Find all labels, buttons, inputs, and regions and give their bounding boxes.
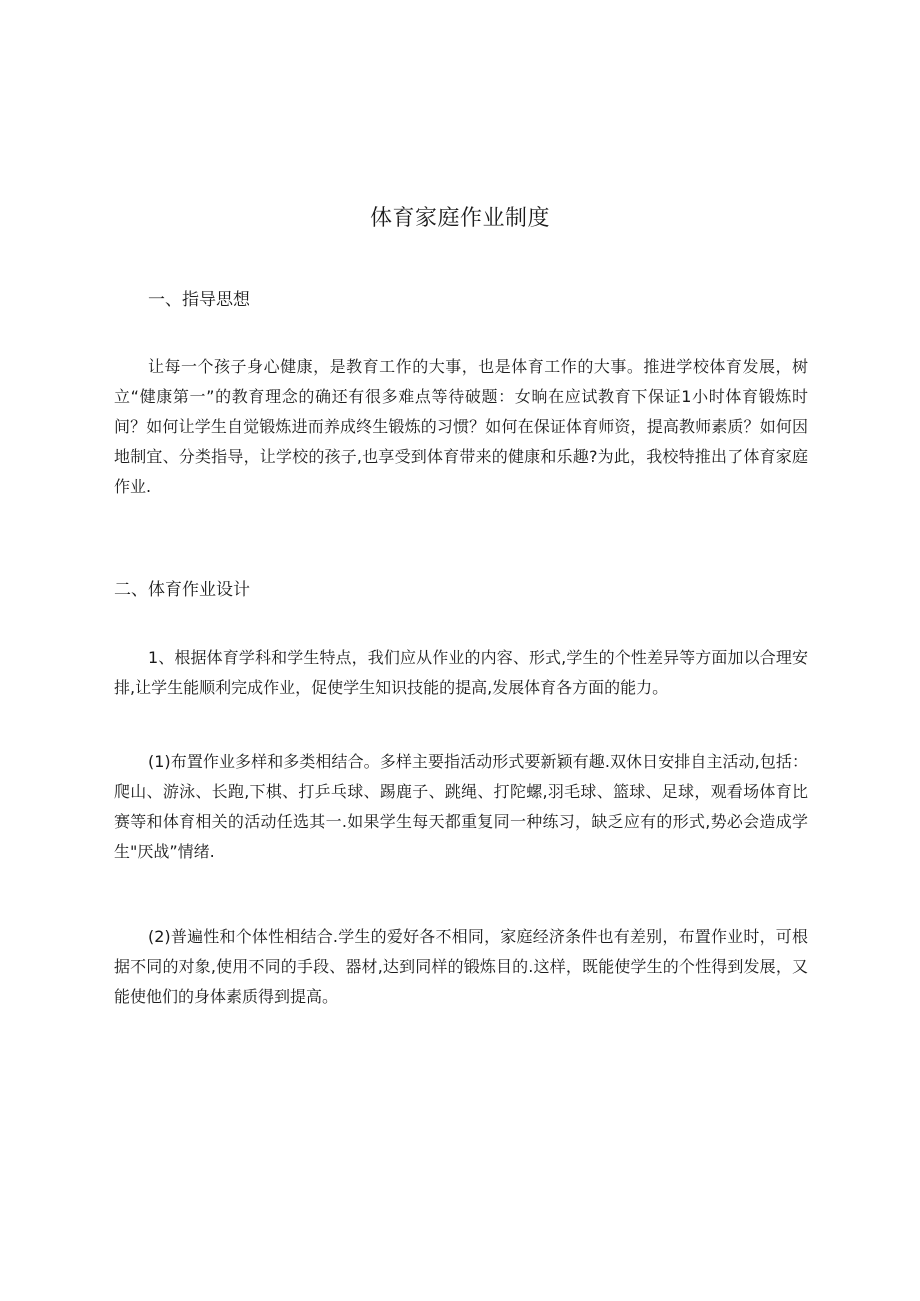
section-heading-guiding-thought: 一、指导思想: [148, 290, 250, 310]
paragraph-design-individuality: (2)普遍性和个体性相结合.学生的爱好各不相同，家庭经济条件也有差别，布置作业时，可根据不同的对象,使用不同的手段、器材,达到同样的锻炼目的.这样，既能使学生的个性得到发展，又能使他们的身体素质得到提高。: [114, 927, 808, 1006]
document-title: 体育家庭作业制度: [369, 206, 550, 231]
section-heading-homework-design: 二、体育作业设计: [114, 580, 250, 600]
paragraph-design-variety: (1)布置作业多样和多类相结合。多样主要指活动形式要新颖有趣.双休日安排自主活动,包括：爬山、游泳、长跑,下棋、打乒乓球、踢鹿子、跳绳、打陀螺,羽毛球、篮球、足球，观看场体育比赛等和体育相关的活动任选其一.如果学生每天都重复同一种练习，缺乏应有的形式,势必会造成学生"厌战”情绪.: [114, 752, 808, 861]
paragraph-design-overview: 1、根据体育学科和学生特点，我们应从作业的内容、形式,学生的个性差异等方面加以合理安排,让学生能顺利完成作业，促使学生知识技能的提高,发展体育各方面的能力。: [114, 648, 808, 697]
paragraph-guiding-thought: 让每一个孩子身心健康，是教育工作的大事，也是体育工作的大事。推进学校体育发展，树立“健康第一”的教育理念的确还有很多难点等待破题：女晌在应试教育下保证1小时体育锻炼时间？如何让学生自觉锻炼进而养成终生锻炼的习惯？如何在保证体育师资，提高教师素质？如何因地制宜、分类指导，让学校的孩子,也享受到体育带来的健康和乐趣?为此，我校特推出了体育家庭作业.: [114, 357, 808, 496]
